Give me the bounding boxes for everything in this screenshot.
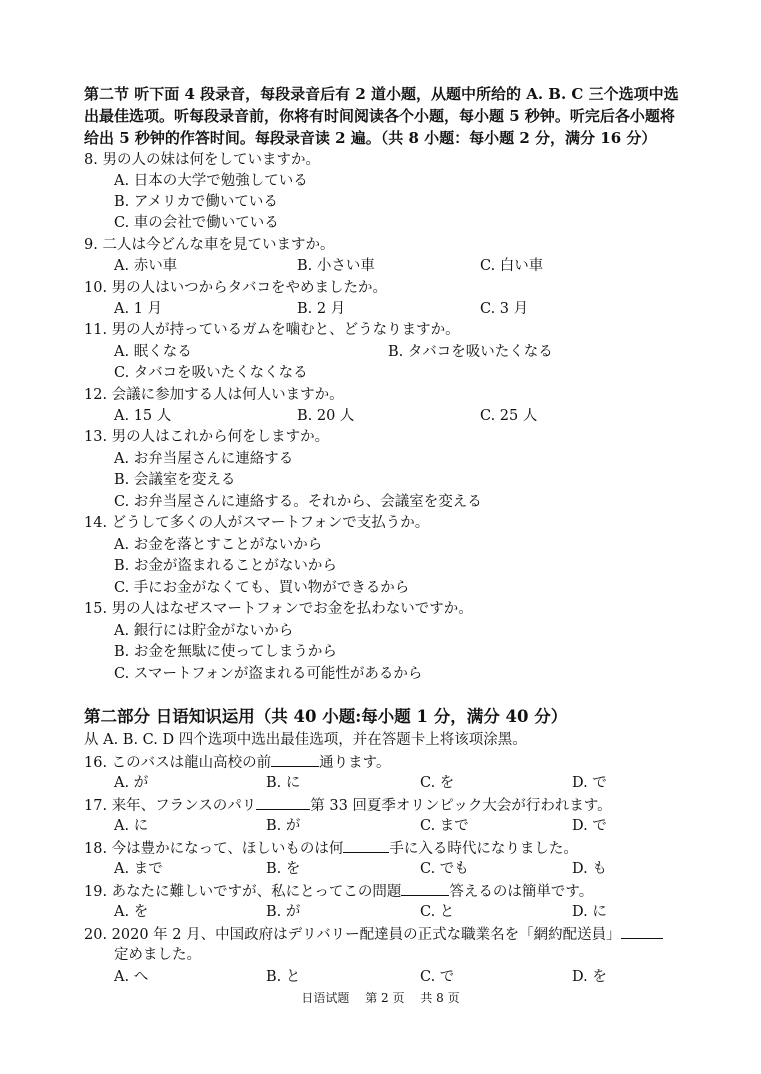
answer-blank — [343, 838, 389, 853]
part2-title: 第二部分 日语知识运用（共 40 小题:每小题 1 分，满分 40 分） — [84, 707, 568, 726]
q15-option-b: B. お金を無駄に使ってしまうから — [114, 644, 337, 660]
q10-option-b: B. 2 月 — [297, 301, 346, 317]
question-11: 11. 男の人が持っているガムを噛むと、どうなりますか。 — [84, 322, 460, 338]
section-header-line3: 给出 5 秒钟的作答时间。每段录音读 2 遍。（共 8 小题：每小题 2 分，满分 16 分） — [84, 129, 657, 147]
q18-option-a: A. まで — [114, 861, 163, 877]
part2-instruction: 从 A. B. C. D 四个选项中选出最佳选项，并在答题卡上将该项涂黑。 — [84, 732, 527, 748]
q19-option-b: B. が — [266, 904, 301, 920]
q19-option-a: A. を — [114, 904, 149, 920]
question-18 — [84, 838, 578, 859]
question-15: 15. 男の人はなぜスマートフォンでお金を払わないですか。 — [84, 601, 473, 617]
answer-blank — [621, 924, 663, 939]
question-9: 9. 二人は今どんな車を見ていますか。 — [84, 237, 335, 253]
answer-blank — [256, 795, 310, 810]
q14-option-c: C. 手にお金がなくても、買い物ができるから — [114, 580, 410, 596]
q17-option-c: C. まで — [420, 818, 469, 834]
q15-option-c: C. スマートフォンが盗まれる可能性があるから — [114, 666, 423, 682]
q19-option-d: D. に — [572, 904, 607, 920]
q20-option-a: A. へ — [114, 969, 149, 985]
q17-option-b: B. が — [266, 818, 301, 834]
footer-subject: 日语试题 — [301, 991, 350, 1005]
q11-option-c: C. タバコを吸いたくなくなる — [114, 365, 308, 381]
q16-option-c: C. を — [420, 775, 455, 791]
q9-option-c: C. 白い車 — [480, 258, 544, 274]
q13-option-c: C. お弁当屋さんに連絡する。それから、会議室を変える — [114, 494, 482, 510]
q8-option-b: B. アメリカで働いている — [114, 194, 278, 210]
q14-option-b: B. お金が盗まれることがないから — [114, 558, 337, 574]
question-13: 13. 男の人はこれから何をしますか。 — [84, 429, 330, 445]
q12-option-b: B. 20 人 — [297, 408, 355, 424]
question-20 — [84, 924, 663, 945]
question-16 — [84, 752, 391, 773]
question-10: 10. 男の人はいつからタバコをやめましたか。 — [84, 280, 388, 296]
answer-blank — [271, 752, 319, 767]
q10-option-a: A. 1 月 — [114, 301, 163, 317]
question-14: 14. どうして多くの人がスマートフォンで支払うか。 — [84, 515, 430, 531]
q20-option-b: B. と — [266, 969, 301, 985]
q19-stem-before: 19. あなたに難しいですが、私にとってこの問題 — [84, 884, 402, 900]
q17-option-d: D. で — [572, 818, 607, 834]
q17-stem-after: 第 33 回夏季オリンピック大会が行われます。 — [310, 798, 612, 814]
section-header-line1: 第二节 听下面 4 段录音，每段录音后有 2 道小题，从题中所给的 A. B. C 三个选项中选 — [84, 85, 679, 103]
q18-option-d: D. も — [572, 861, 607, 877]
q18-stem-before: 18. 今は豊かになって、ほしいものは何 — [84, 841, 344, 857]
q9-option-b: B. 小さい車 — [297, 258, 375, 274]
q11-option-b: B. タバコを吸いたくなる — [388, 344, 553, 360]
q20-option-c: C. で — [420, 969, 455, 985]
q17-stem-before: 17. 来年、フランスのパリ — [84, 798, 257, 814]
q17-option-a: A. に — [114, 818, 149, 834]
q10-option-c: C. 3 月 — [480, 301, 529, 317]
q16-option-b: B. に — [266, 775, 301, 791]
q20-option-d: D. を — [572, 969, 607, 985]
q18-option-c: C. でも — [420, 861, 469, 877]
q16-stem-after: 通ります。 — [319, 755, 391, 771]
q11-option-a: A. 眠くなる — [114, 344, 192, 360]
footer-page: 第 2 页 — [365, 991, 405, 1005]
q16-stem-before: 16. このバスは龍山高校の前 — [84, 755, 272, 771]
page-footer — [0, 989, 761, 1006]
q9-option-a: A. 赤い車 — [114, 258, 178, 274]
q14-option-a: A. お金を落とすことがないから — [114, 537, 323, 553]
q20-stem-before: 20. 2020 年 2 月、中国政府はデリバリー配達員の正式な職業名を「網約配送員」 — [84, 927, 621, 943]
q16-option-a: A. が — [114, 775, 149, 791]
q18-stem-after: 手に入る時代になりました。 — [389, 841, 578, 857]
question-17 — [84, 795, 612, 816]
question-12: 12. 会議に参加する人は何人いますか。 — [84, 387, 344, 403]
q15-option-a: A. 銀行には貯金がないから — [114, 623, 294, 639]
q20-stem-line2: 定めました。 — [114, 947, 201, 963]
section-header-line2: 出最佳选项。听每段录音前，你将有时间阅读各个小题，每小题 5 秒钟。听完后各小题将 — [84, 107, 675, 125]
q19-stem-after: 答えるのは簡単です。 — [449, 884, 594, 900]
question-19 — [84, 881, 593, 902]
q13-option-b: B. 会議室を変える — [114, 472, 236, 488]
q8-option-a: A. 日本の大学で勉強している — [114, 173, 308, 189]
q18-option-b: B. を — [266, 861, 301, 877]
q16-option-d: D. で — [572, 775, 607, 791]
q19-option-c: C. と — [420, 904, 455, 920]
answer-blank — [401, 881, 449, 896]
footer-total: 共 8 页 — [420, 991, 460, 1005]
q12-option-a: A. 15 人 — [114, 408, 172, 424]
q13-option-a: A. お弁当屋さんに連絡する — [114, 451, 294, 467]
q8-option-c: C. 車の会社で働いている — [114, 215, 279, 231]
q12-option-c: C. 25 人 — [480, 408, 538, 424]
question-8: 8. 男の人の妹は何をしていますか。 — [84, 152, 320, 168]
